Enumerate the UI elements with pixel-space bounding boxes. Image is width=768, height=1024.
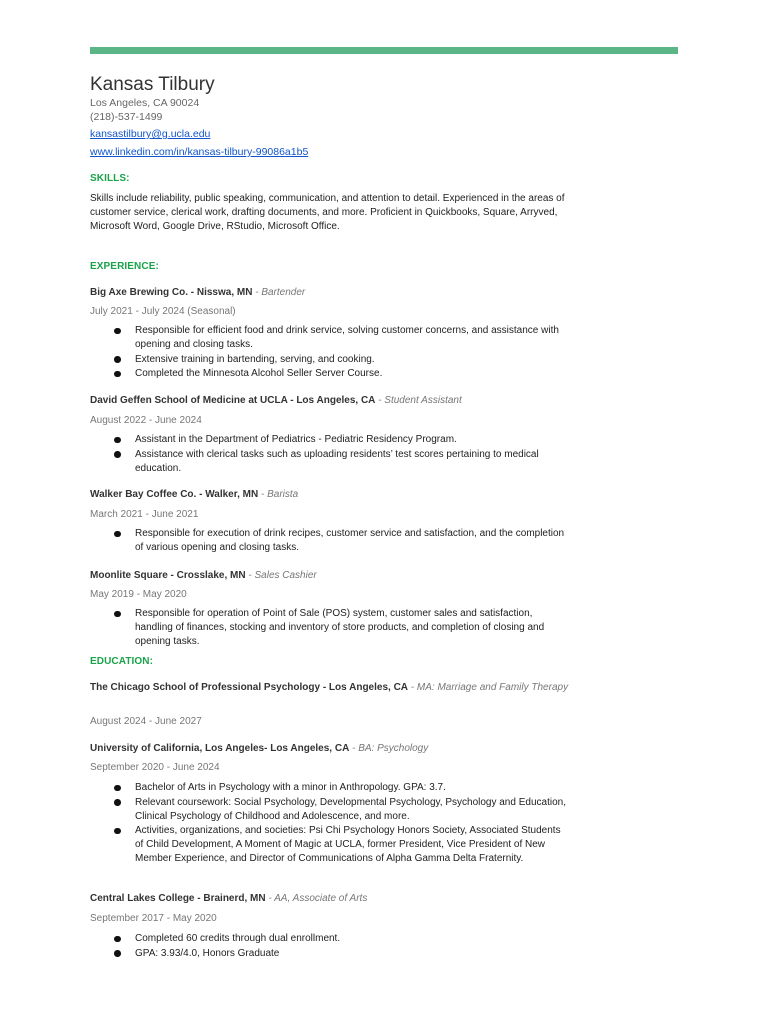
list-item: Bachelor of Arts in Psychology with a minor in Anthropology. GPA: 3.7. <box>90 781 570 795</box>
list-item: Assistant in the Department of Pediatrics - Pediatric Residency Program. <box>90 433 570 447</box>
list-item: Completed the Minnesota Alcohol Seller Server Course. <box>90 367 570 381</box>
job-heading: Moonlite Square - Crosslake, MN - Sales Cashier <box>90 570 317 581</box>
school-heading: Central Lakes College - Brainerd, MN - AA, Associate of Arts <box>90 893 368 904</box>
list-item: GPA: 3.93/4.0, Honors Graduate <box>90 947 570 961</box>
job-role: Student Assistant <box>384 395 462 406</box>
list-item: Completed 60 credits through dual enrollment. <box>90 932 570 946</box>
school-degree: AA, Associate of Arts <box>274 893 368 904</box>
bullet-icon <box>114 356 121 363</box>
job-heading: Big Axe Brewing Co. - Nisswa, MN - Bartender <box>90 287 306 298</box>
list-item: Extensive training in bartending, serving, and cooking. <box>90 353 570 367</box>
job-dates: July 2021 - July 2024 (Seasonal) <box>90 306 236 317</box>
bullet-icon <box>114 936 121 943</box>
school-degree: MA: Marriage and Family Therapy <box>416 682 569 693</box>
bullet-icon <box>114 611 121 618</box>
school-dates: September 2020 - June 2024 <box>90 762 220 773</box>
job-heading: Walker Bay Coffee Co. - Walker, MN - Barista <box>90 489 299 500</box>
school-heading: University of California, Los Angeles- Los Angeles, CA - BA: Psychology <box>90 743 429 754</box>
linkedin-link[interactable]: www.linkedin.com/in/kansas-tilbury-99086a1b5 <box>90 146 309 158</box>
school-bullets <box>90 932 570 961</box>
job-org: Walker Bay Coffee Co. - Walker, MN <box>90 489 259 500</box>
list-item: Responsible for efficient food and drink service, solving customer concerns, and assistance with opening and closing tasks. <box>90 324 570 352</box>
school-org: The Chicago School of Professional Psychology - Los Angeles, CA <box>90 682 409 693</box>
school-org: University of California, Los Angeles- Los Angeles, CA <box>90 743 350 754</box>
job-org: Moonlite Square - Crosslake, MN <box>90 570 246 581</box>
education-title: EDUCATION: <box>90 656 154 667</box>
resume-header <box>90 74 690 160</box>
experience-title: EXPERIENCE: <box>90 261 159 272</box>
job-dates: May 2019 - May 2020 <box>90 589 187 600</box>
job-role: Sales Cashier <box>254 570 317 581</box>
skills-text: Skills include reliability, public speaking, communication, and attention to detail. Experienced in the areas of customer service, clerical work, drafting documents, and more. Proficient in Quickbooks, Square, Arryved, Microsoft Word, Google Drive, RStudio, Microsoft Office. <box>90 193 565 232</box>
job-role: Barista <box>267 489 299 500</box>
job-bullets <box>90 527 570 556</box>
job-dates: March 2021 - June 2021 <box>90 509 199 520</box>
school-org: Central Lakes College - Brainerd, MN <box>90 893 266 904</box>
job-bullets <box>90 607 570 650</box>
list-item: Responsible for execution of drink recipes, customer service and satisfaction, and the completion of various opening and closing tasks. <box>90 527 570 555</box>
list-item: Relevant coursework: Social Psychology, Developmental Psychology, Psychology and Education, Clinical Psychology of Childhood and Adolescence, and more. <box>90 796 570 824</box>
address: Los Angeles, CA 90024 <box>90 97 200 109</box>
job-org: Big Axe Brewing Co. - Nisswa, MN <box>90 287 253 298</box>
phone: (218)-537-1499 <box>90 110 163 123</box>
job-bullets <box>90 324 570 382</box>
bullet-icon <box>114 531 121 538</box>
job-role: Bartender <box>261 287 306 298</box>
skills-title: SKILLS: <box>90 173 130 184</box>
job-bullets <box>90 433 570 476</box>
job-org: David Geffen School of Medicine at UCLA - Los Angeles, CA <box>90 395 376 406</box>
list-item: Responsible for operation of Point of Sale (POS) system, customer sales and satisfaction, handling of finances, stocking and inventory of store products, and completion of closing and opening tasks. <box>90 607 570 649</box>
list-item: Assistance with clerical tasks such as uploading residents’ test scores pertaining to medical education. <box>90 448 570 476</box>
school-dates: August 2024 - June 2027 <box>90 716 202 727</box>
list-item: Activities, organizations, and societies: Psi Chi Psychology Honors Society, Associated Students of Child Development, A Moment of Magic at UCLA, former President, Vice President of New Member Experience, and Director of Communications of Alpha Gamma Delta Fraternity. <box>90 824 570 866</box>
school-dates: September 2017 - May 2020 <box>90 913 217 924</box>
candidate-name: Kansas Tilbury <box>90 74 215 95</box>
email-link[interactable]: kansastilbury@g.ucla.edu <box>90 128 211 140</box>
bullet-icon <box>114 799 121 806</box>
school-degree: BA: Psychology <box>358 743 429 754</box>
bullet-icon <box>114 785 121 792</box>
school-heading: The Chicago School of Professional Psychology - Los Angeles, CA - MA: Marriage and Family Therapy <box>90 682 569 693</box>
bullet-icon <box>114 828 121 835</box>
bullet-icon <box>114 328 121 335</box>
header-accent-bar <box>90 47 678 54</box>
job-heading: David Geffen School of Medicine at UCLA - Los Angeles, CA - Student Assistant <box>90 395 462 406</box>
job-dates: August 2022 - June 2024 <box>90 415 202 426</box>
bullet-icon <box>114 451 121 458</box>
bullet-icon <box>114 950 121 957</box>
bullet-icon <box>114 437 121 444</box>
bullet-icon <box>114 371 121 378</box>
school-bullets <box>90 781 570 867</box>
